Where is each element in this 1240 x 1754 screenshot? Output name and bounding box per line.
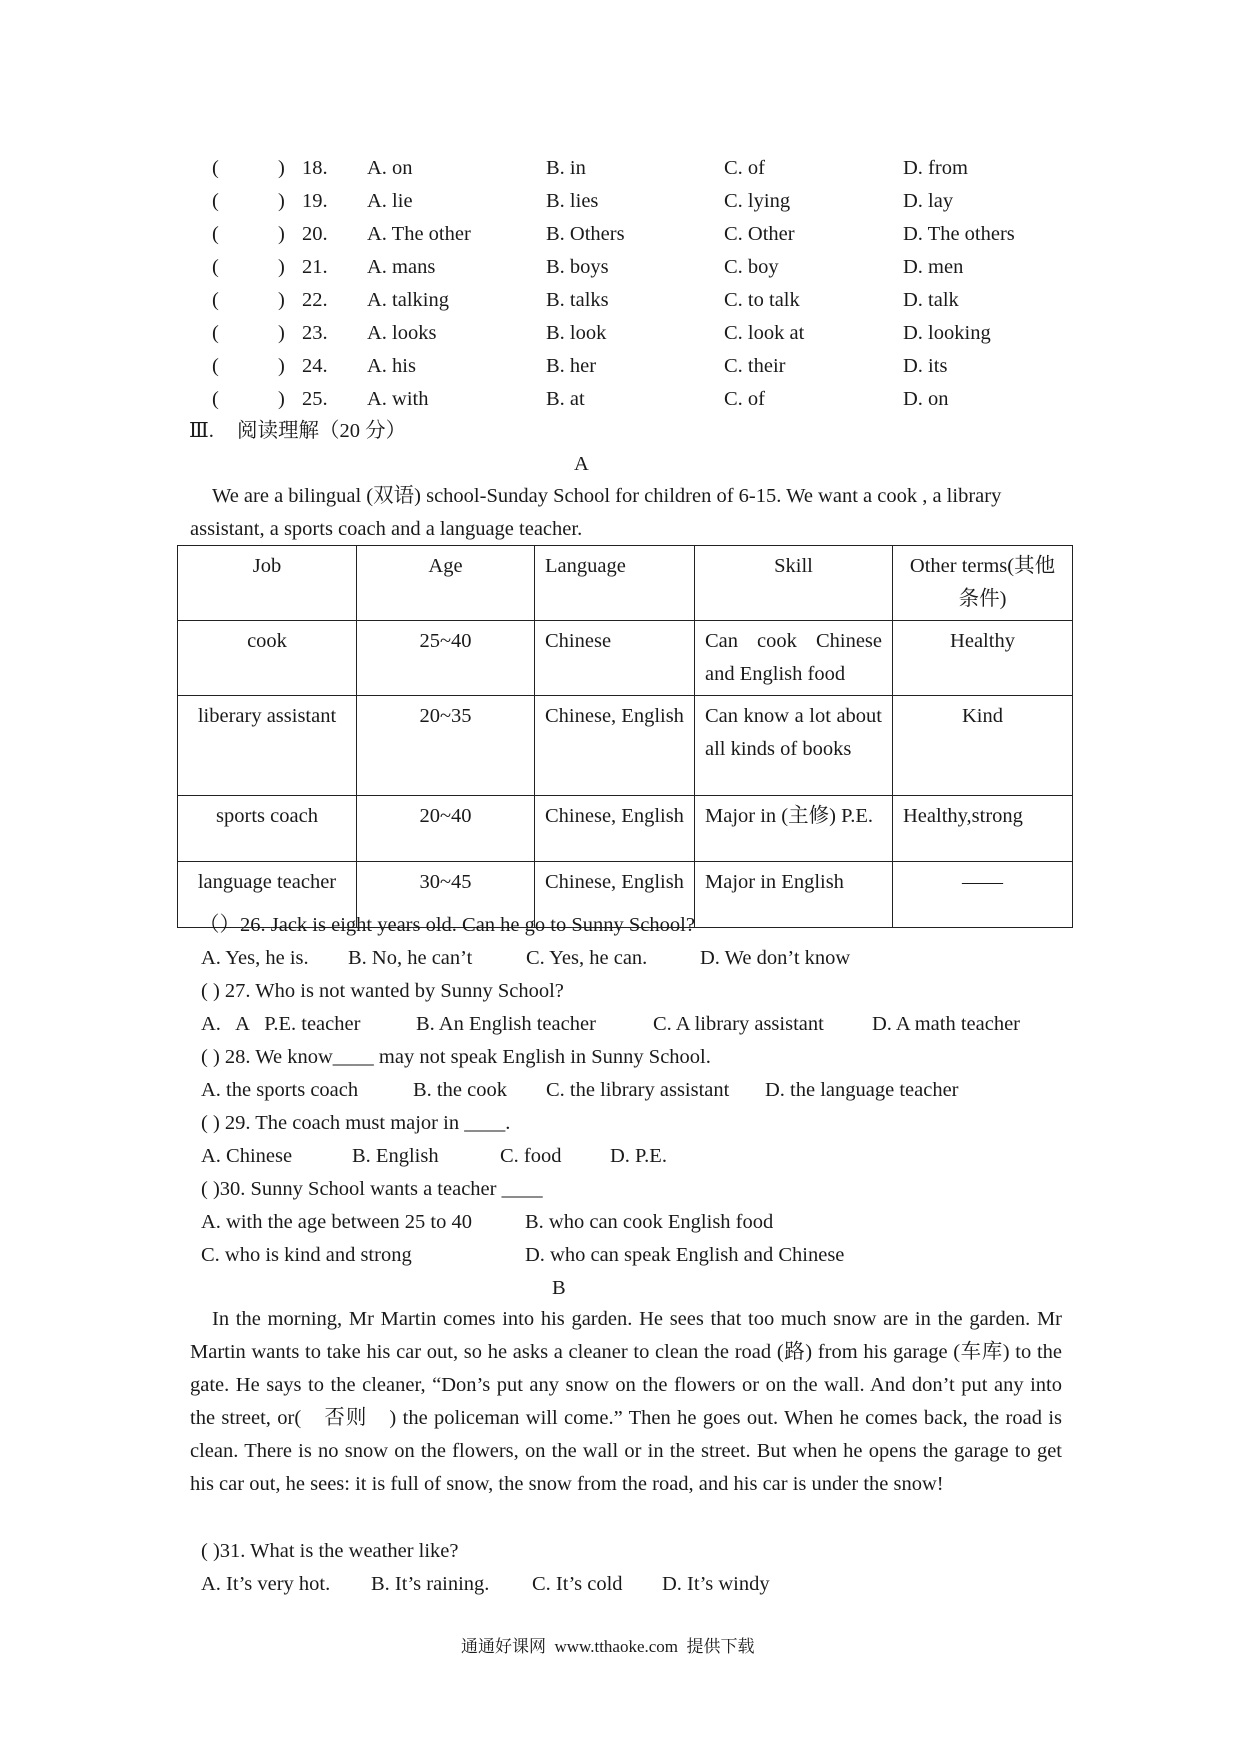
answer-paren-close: ): [278, 157, 285, 179]
section-heading: [189, 421, 406, 442]
option-a: A. on: [367, 157, 413, 179]
question-number: 24.: [302, 355, 328, 377]
passage-label-a: A: [574, 453, 589, 475]
cell-other: Healthy: [893, 621, 1073, 696]
question-number: 21.: [302, 256, 328, 278]
option-d: D. men: [903, 256, 964, 278]
option-c: C. look at: [724, 322, 805, 344]
q30-option-c: C. who is kind and strong: [201, 1244, 412, 1266]
option-c: C. to talk: [724, 289, 800, 311]
answer-paren-close: ): [278, 190, 285, 212]
header-skill: Skill: [695, 546, 893, 621]
q26-option-a: A. Yes, he is.: [201, 947, 309, 969]
q28-option-d: D. the language teacher: [765, 1079, 959, 1101]
table-row: [178, 696, 1073, 796]
option-d: D. The others: [903, 223, 1015, 245]
q27-option-b: B. An English teacher: [416, 1013, 596, 1035]
cloze-row: [0, 157, 1240, 181]
q29-option-b: B. English: [352, 1145, 439, 1167]
table-row: [178, 621, 1073, 696]
q29-option-d: D. P.E.: [610, 1145, 667, 1167]
answer-paren-open: (: [212, 388, 219, 410]
option-a: A. with: [367, 388, 429, 410]
cell-skill: Can cook Chinese and English food: [695, 621, 893, 696]
cloze-row: [0, 388, 1240, 412]
cell-language: Chinese: [535, 621, 695, 696]
q26-option-d: D. We don’t know: [700, 947, 851, 969]
q26-option-c: C. Yes, he can.: [526, 947, 648, 969]
section-title: 阅读理解（20 分）: [237, 420, 407, 442]
option-c: C. their: [724, 355, 786, 377]
cell-skill: Can know a lot about all kinds of books: [695, 696, 893, 796]
option-a: A. lie: [367, 190, 413, 212]
option-b: B. boys: [546, 256, 609, 278]
option-c: C. Other: [724, 223, 795, 245]
question-31: ( )31. What is the weather like?: [201, 1540, 459, 1562]
cell-age: 25~40: [357, 621, 535, 696]
answer-paren-open: (: [212, 289, 219, 311]
q31-option-b: B. It’s raining.: [371, 1573, 490, 1595]
cloze-row: [0, 355, 1240, 379]
q28-option-b: B. the cook: [413, 1079, 507, 1101]
option-b: B. lies: [546, 190, 599, 212]
option-d: D. from: [903, 157, 968, 179]
question-30: ( )30. Sunny School wants a teacher ____: [201, 1178, 543, 1200]
q31-option-d: D. It’s windy: [662, 1573, 770, 1595]
option-c: C. boy: [724, 256, 779, 278]
section-numeral: Ⅲ.: [189, 420, 214, 442]
q30-option-b: B. who can cook English food: [525, 1211, 774, 1233]
header-job: Job: [178, 546, 357, 621]
passage-a-intro-line2: assistant, a sports coach and a language teacher.: [190, 518, 583, 540]
answer-paren-close: ): [278, 322, 285, 344]
cell-job: liberary assistant: [178, 696, 357, 796]
jobs-table: [177, 545, 1073, 928]
q29-option-c: C. food: [500, 1145, 562, 1167]
option-c: C. of: [724, 157, 765, 179]
cell-job: sports coach: [178, 796, 357, 862]
option-b: B. look: [546, 322, 607, 344]
cell-job: cook: [178, 621, 357, 696]
cell-language: Chinese, English: [535, 862, 695, 928]
cell-age: 20~35: [357, 696, 535, 796]
passage-a-intro-line1: We are a bilingual (双语) school-Sunday School for children of 6-15. We want a cook , a library: [212, 485, 1002, 507]
page-footer: 通通好课网 www.tthaoke.com 提供下载: [461, 1637, 755, 1656]
cell-job: language teacher: [178, 862, 357, 928]
q27-option-d: D. A math teacher: [872, 1013, 1021, 1035]
answer-paren-close: ): [278, 388, 285, 410]
cloze-row: [0, 322, 1240, 346]
question-number: 20.: [302, 223, 328, 245]
option-a: A. talking: [367, 289, 449, 311]
option-a: A. his: [367, 355, 416, 377]
cell-other: Healthy,strong: [893, 796, 1073, 862]
q31-option-a: A. It’s very hot.: [201, 1573, 331, 1595]
option-c: C. lying: [724, 190, 791, 212]
cloze-row: [0, 256, 1240, 280]
answer-paren-open: (: [212, 190, 219, 212]
option-a: A. looks: [367, 322, 437, 344]
cell-age: 30~45: [357, 862, 535, 928]
cell-other: Kind: [893, 696, 1073, 796]
option-d: D. on: [903, 388, 949, 410]
question-number: 25.: [302, 388, 328, 410]
question-26: （）26. Jack is eight years old. Can he go to Sunny School?: [199, 914, 695, 936]
header-other-terms: Other terms(其他条件): [893, 546, 1073, 621]
table-row: [178, 796, 1073, 862]
question-number: 23.: [302, 322, 328, 344]
cloze-row: [0, 223, 1240, 247]
question-28: ( ) 28. We know____ may not speak English in Sunny School.: [201, 1046, 711, 1068]
option-d: D. its: [903, 355, 948, 377]
option-a: A. The other: [367, 223, 471, 245]
cell-language: Chinese, English: [535, 796, 695, 862]
passage-label-b: B: [552, 1277, 566, 1299]
answer-paren-open: (: [212, 223, 219, 245]
option-c: C. of: [724, 388, 765, 410]
option-a: A. mans: [367, 256, 436, 278]
option-d: D. talk: [903, 289, 959, 311]
q27-option-a: A. A P.E. teacher: [201, 1013, 361, 1035]
cloze-row: [0, 289, 1240, 313]
answer-paren-close: ): [278, 223, 285, 245]
q31-option-c: C. It’s cold: [532, 1573, 623, 1595]
q28-option-a: A. the sports coach: [201, 1079, 359, 1101]
option-b: B. her: [546, 355, 597, 377]
question-number: 18.: [302, 157, 328, 179]
answer-paren-open: (: [212, 157, 219, 179]
answer-paren-close: ): [278, 289, 285, 311]
cell-age: 20~40: [357, 796, 535, 862]
cell-skill: Major in (主修) P.E.: [695, 796, 893, 862]
option-b: B. Others: [546, 223, 625, 245]
answer-paren-open: (: [212, 256, 219, 278]
answer-paren-open: (: [212, 322, 219, 344]
answer-paren-close: ): [278, 355, 285, 377]
cell-skill: Major in English: [695, 862, 893, 928]
q26-option-b: B. No, he can’t: [348, 947, 473, 969]
option-b: B. in: [546, 157, 586, 179]
answer-paren-open: (: [212, 355, 219, 377]
cloze-row: [0, 190, 1240, 214]
passage-b: [190, 1303, 1062, 1501]
q28-option-c: C. the library assistant: [546, 1079, 730, 1101]
option-d: D. looking: [903, 322, 991, 344]
question-29: ( ) 29. The coach must major in ____.: [201, 1112, 511, 1134]
cell-other: ——: [893, 862, 1073, 928]
q29-option-a: A. Chinese: [201, 1145, 293, 1167]
table-header-row: [178, 546, 1073, 621]
q30-option-d: D. who can speak English and Chinese: [525, 1244, 845, 1266]
question-27: ( ) 27. Who is not wanted by Sunny School?: [201, 980, 564, 1002]
answer-paren-close: ): [278, 256, 285, 278]
q30-option-a: A. with the age between 25 to 40: [201, 1211, 472, 1233]
question-number: 22.: [302, 289, 328, 311]
q27-option-c: C. A library assistant: [653, 1013, 824, 1035]
option-d: D. lay: [903, 190, 954, 212]
header-age: Age: [357, 546, 535, 621]
option-b: B. at: [546, 388, 585, 410]
cell-language: Chinese, English: [535, 696, 695, 796]
question-number: 19.: [302, 190, 328, 212]
option-b: B. talks: [546, 289, 609, 311]
passage-b-text: In the morning, Mr Martin comes into his garden. He sees that too much snow are in the garden. Mr Martin wants to take his car out, so he asks a cleaner to clean the road (路) from his garage (车库) to the gate. He says to the cleaner, “Don’s put any snow on the flowers or on the wall. And don’t put any into the street, or( 否则 ) the policeman will come.” Then he goes out. When he comes back, the road is clean. There is no snow on the flowers, on the wall or in the street. But when he opens the garage to get his car out, he sees: it is full of snow, the snow from the road, and his car is under the snow!: [190, 1308, 1062, 1495]
header-language: Language: [535, 546, 695, 621]
